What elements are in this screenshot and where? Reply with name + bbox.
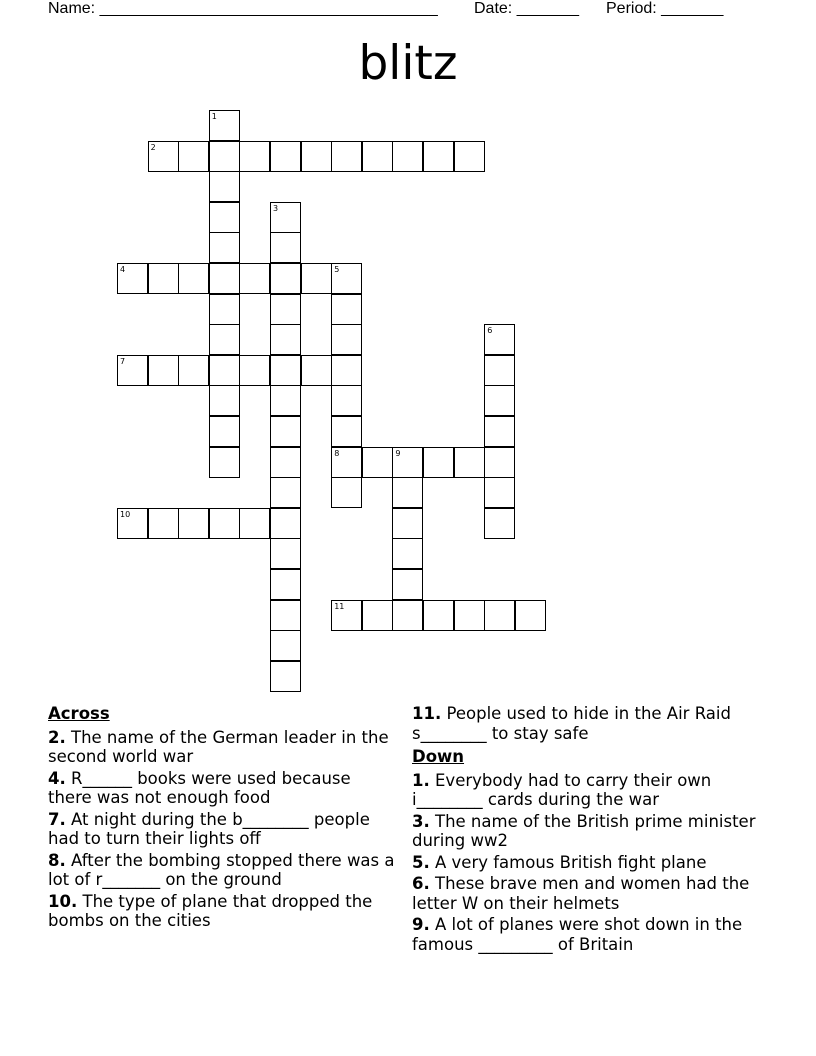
- clue-number: 10.: [48, 891, 78, 911]
- grid-cell: [331, 141, 362, 172]
- across-clue-8: [48, 851, 398, 890]
- down-clue-9: [412, 915, 772, 954]
- across-clue-10: [48, 892, 398, 931]
- clue-number: 8.: [48, 850, 66, 870]
- clue-number: 5.: [412, 852, 430, 872]
- grid-cell: [392, 569, 423, 600]
- grid-cell: [301, 263, 332, 294]
- grid-cell: [270, 569, 301, 600]
- grid-cell: [270, 630, 301, 661]
- across-heading: Across: [48, 704, 110, 723]
- grid-cell: [270, 263, 301, 294]
- clue-text: These brave men and women had the letter W on their helmets: [412, 874, 750, 913]
- date-field-label: Date: _______: [474, 0, 579, 17]
- grid-cell: [270, 416, 301, 447]
- grid-cell: [484, 508, 515, 539]
- grid-cell: [209, 416, 240, 447]
- across-clue-11: [412, 704, 772, 743]
- grid-cell: [178, 141, 209, 172]
- grid-cell: [239, 508, 270, 539]
- grid-cell: [209, 171, 240, 202]
- grid-cell: [209, 232, 240, 263]
- grid-cell: [331, 600, 362, 631]
- clue-number: 11.: [412, 704, 442, 723]
- clue-text: The name of the British prime minister during ww2: [412, 811, 756, 850]
- grid-cell: [270, 661, 301, 692]
- grid-cell: [270, 324, 301, 355]
- clue-number: 2.: [48, 727, 66, 747]
- grid-cell: [331, 324, 362, 355]
- grid-cell: [270, 538, 301, 569]
- grid-cell: [362, 141, 393, 172]
- grid-cell: [270, 202, 301, 233]
- across-clue-4: [48, 769, 398, 808]
- grid-cell: [331, 263, 362, 294]
- grid-cell: [270, 355, 301, 386]
- grid-cell: [484, 477, 515, 508]
- down-clue-1: [412, 771, 772, 810]
- cell-number: 11: [334, 601, 345, 611]
- grid-cell: [117, 355, 148, 386]
- grid-cell: [454, 141, 485, 172]
- clue-text: People used to hide in the Air Raid s________ to stay safe: [412, 704, 731, 743]
- grid-cell: [178, 355, 209, 386]
- grid-cell: [270, 385, 301, 416]
- clue-text: A very famous British fight plane: [435, 852, 707, 872]
- cell-number: 1: [211, 112, 217, 121]
- name-field-label: Name: ______________________________________: [48, 0, 438, 17]
- grid-cell: [423, 447, 454, 478]
- grid-cell: [484, 416, 515, 447]
- grid-cell: [209, 385, 240, 416]
- clues-left-column: [48, 704, 398, 933]
- cell-number: 5: [334, 265, 340, 274]
- grid-cell: [331, 355, 362, 386]
- grid-cell: [270, 294, 301, 325]
- grid-cell: [239, 355, 270, 386]
- grid-cell: [148, 263, 179, 294]
- grid-cell: [392, 477, 423, 508]
- grid-cell: [239, 141, 270, 172]
- grid-cell: [484, 447, 515, 478]
- grid-cell: [209, 110, 240, 141]
- clue-number: 7.: [48, 809, 66, 829]
- grid-cell: [454, 600, 485, 631]
- grid-cell: [270, 232, 301, 263]
- clue-text: At night during the b________ people had to turn their lights off: [48, 809, 370, 848]
- grid-cell: [484, 324, 515, 355]
- grid-cell: [209, 141, 240, 172]
- grid-cell: [209, 324, 240, 355]
- grid-cell: [117, 263, 148, 294]
- cell-number: 3: [273, 203, 279, 213]
- grid-cell: [178, 263, 209, 294]
- grid-cell: [392, 600, 423, 631]
- cell-number: 6: [487, 326, 493, 336]
- grid-cell: [148, 355, 179, 386]
- clue-text: R______ books were used because there was not enough food: [48, 768, 351, 807]
- grid-cell: [331, 477, 362, 508]
- grid-cell: [484, 355, 515, 386]
- grid-cell: [454, 447, 485, 478]
- grid-cell: [484, 385, 515, 416]
- down-clue-6: [412, 874, 772, 913]
- grid-cell: [239, 263, 270, 294]
- grid-cell: [301, 355, 332, 386]
- across-clue-2: [48, 728, 398, 767]
- grid-cell: [331, 294, 362, 325]
- clue-number: 3.: [412, 811, 430, 831]
- clue-number: 9.: [412, 915, 430, 934]
- cell-number: 10: [120, 509, 131, 519]
- clue-text: A lot of planes were shot down in the famous _________ of Britain: [412, 915, 743, 954]
- grid-cell: [423, 600, 454, 631]
- grid-cell: [423, 141, 454, 172]
- clue-number: 6.: [412, 874, 430, 893]
- down-clue-5: [412, 853, 772, 873]
- grid-cell: [209, 202, 240, 233]
- grid-cell: [209, 508, 240, 539]
- grid-cell: [392, 508, 423, 539]
- grid-cell: [331, 416, 362, 447]
- period-field-label: Period: _______: [606, 0, 724, 17]
- clue-text: Everybody had to carry their own i________ cards during the war: [412, 770, 712, 809]
- clue-number: 1.: [412, 770, 430, 790]
- grid-cell: [392, 447, 423, 478]
- grid-cell: [270, 447, 301, 478]
- grid-cell: [270, 141, 301, 172]
- clue-number: 4.: [48, 768, 66, 788]
- grid-cell: [392, 538, 423, 569]
- grid-cell: [331, 385, 362, 416]
- grid-cell: [209, 294, 240, 325]
- grid-cell: [392, 141, 423, 172]
- grid-cell: [148, 141, 179, 172]
- puzzle-title: blitz: [358, 36, 458, 91]
- cell-number: 8: [334, 448, 340, 458]
- grid-cell: [178, 508, 209, 539]
- cell-number: 7: [120, 356, 126, 366]
- grid-cell: [117, 508, 148, 539]
- grid-cell: [209, 447, 240, 478]
- grid-cell: [362, 447, 393, 478]
- grid-cell: [270, 600, 301, 631]
- grid-cell: [148, 508, 179, 539]
- grid-cell: [362, 600, 393, 631]
- grid-cell: [331, 447, 362, 478]
- down-clue-3: [412, 812, 772, 851]
- clue-text: After the bombing stopped there was a lot of r_______ on the ground: [48, 850, 395, 889]
- grid-cell: [515, 600, 546, 631]
- cell-number: 2: [150, 142, 156, 152]
- clue-text: The type of plane that dropped the bombs on the cities: [48, 891, 373, 930]
- clues-right-column: [412, 704, 772, 956]
- grid-cell: [270, 508, 301, 539]
- clue-text: The name of the German leader in the second world war: [48, 727, 389, 766]
- grid-cell: [484, 600, 515, 631]
- cell-number: 4: [120, 265, 126, 274]
- grid-cell: [301, 141, 332, 172]
- cell-number: 9: [395, 448, 401, 458]
- down-heading: Down: [412, 747, 465, 766]
- grid-cell: [270, 477, 301, 508]
- grid-cell: [209, 263, 240, 294]
- across-clue-7: [48, 810, 398, 849]
- grid-cell: [209, 355, 240, 386]
